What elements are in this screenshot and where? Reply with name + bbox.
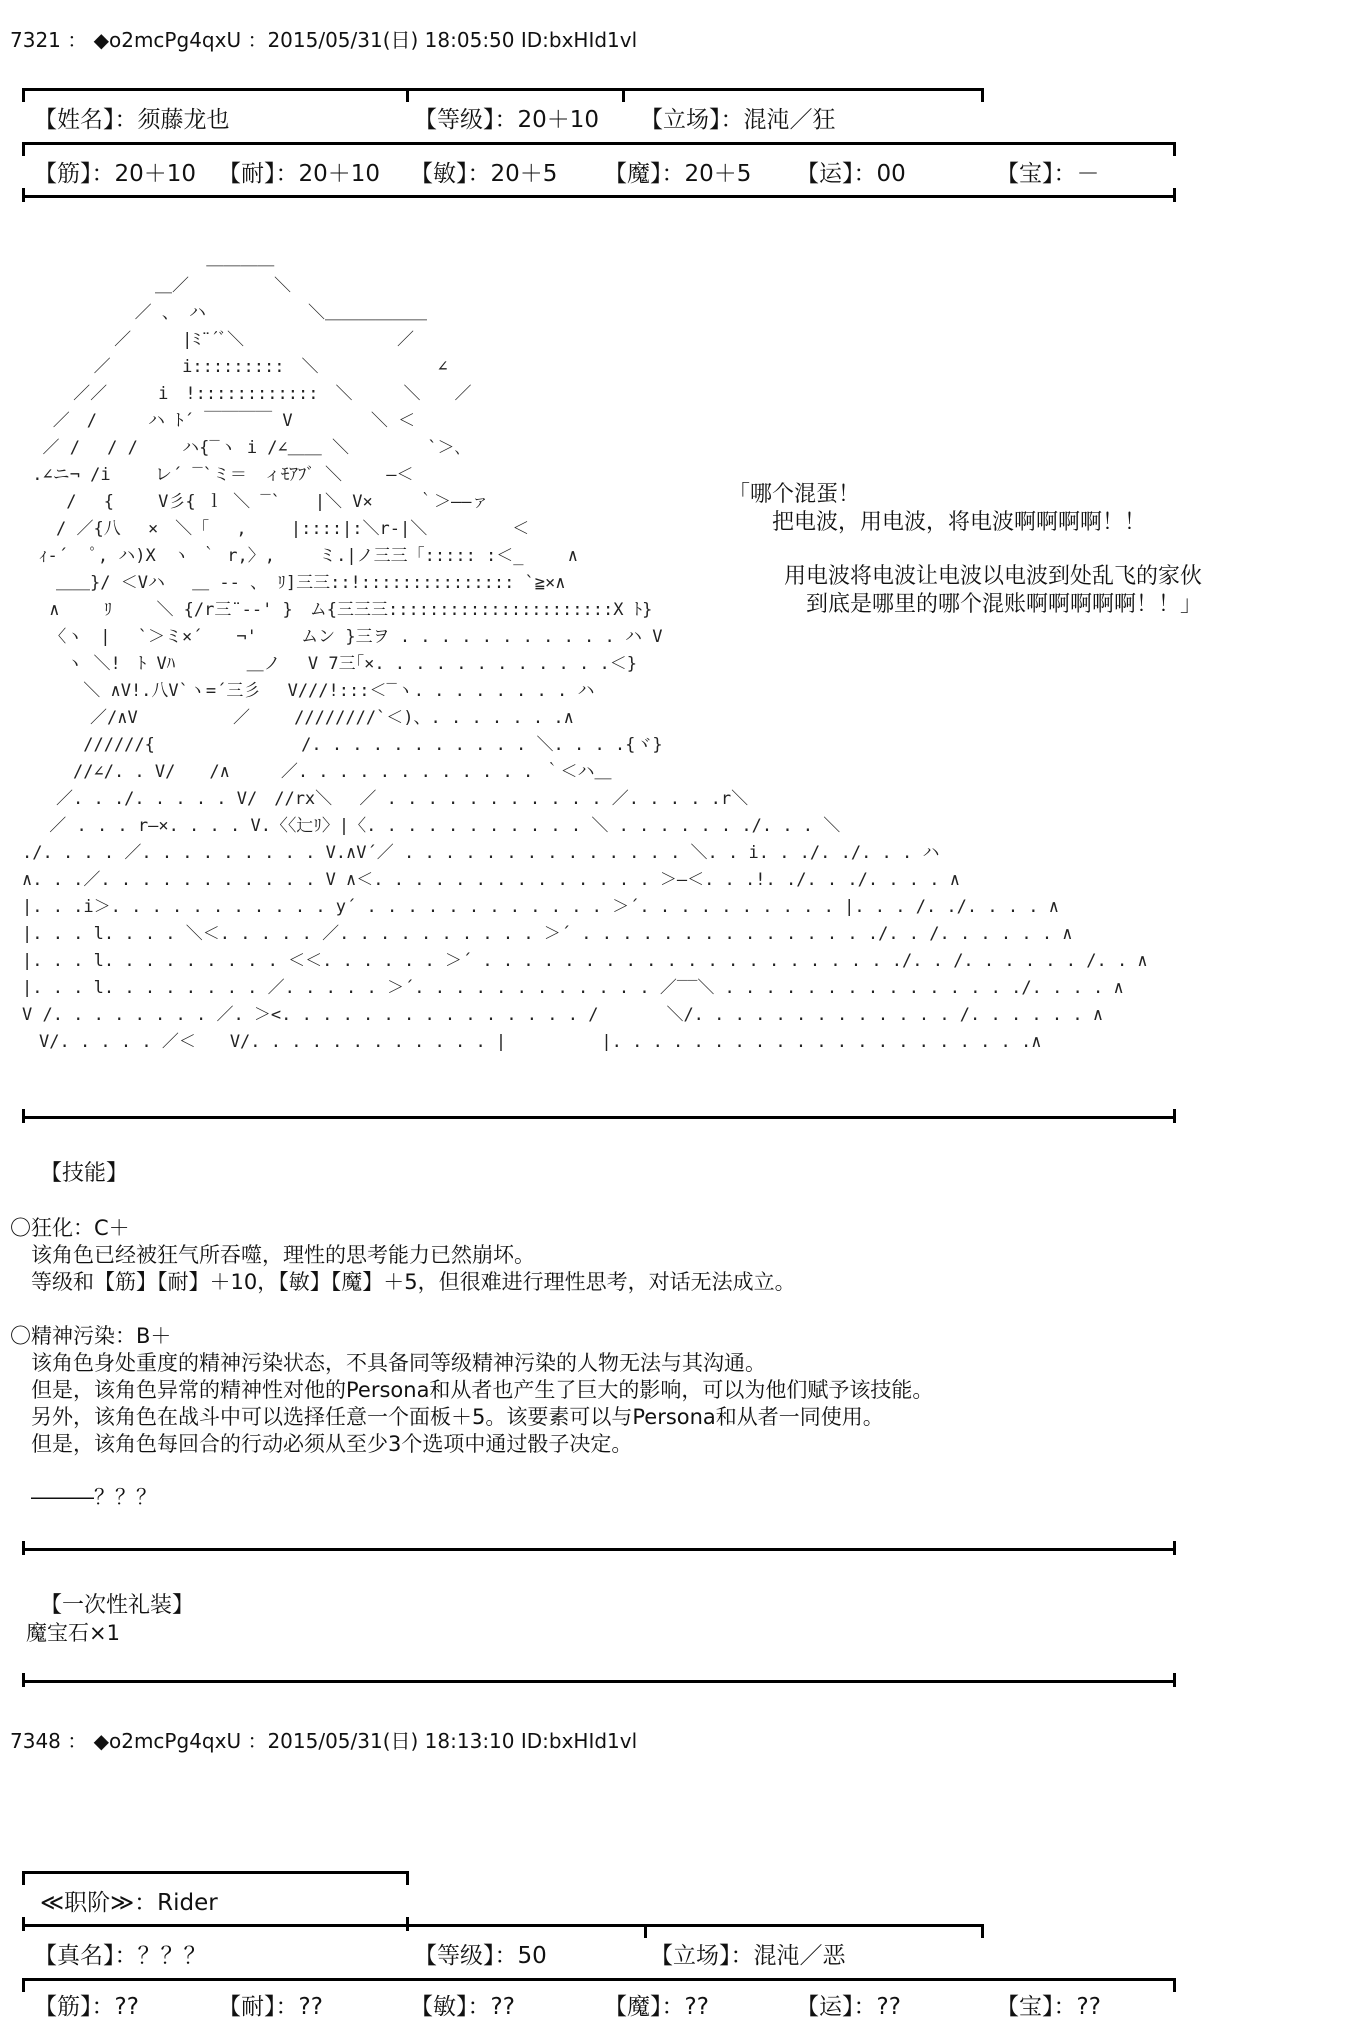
divider xyxy=(22,195,1176,198)
status-alignment: 【立场】：混沌／狂 xyxy=(640,107,836,133)
skill-line: 〇狂化：C＋ xyxy=(10,1216,130,1240)
skill-line: 等级和【筋】【耐】＋10，【敏】【魔】＋5，但很难进行理性思考，对话无法成立。 xyxy=(10,1270,796,1294)
speech-line: 用电波将电波让电波以电波到处乱飞的家伙 xyxy=(762,564,1203,589)
divider xyxy=(622,88,625,102)
status-endurance: 【耐】：?? xyxy=(218,1994,323,2020)
divider xyxy=(1173,1978,1176,1992)
divider xyxy=(22,1541,25,1555)
divider xyxy=(22,88,25,102)
divider xyxy=(644,1924,647,1938)
skill-line: 〇精神污染：B＋ xyxy=(10,1324,172,1348)
divider xyxy=(22,1871,409,1874)
mystic-code-title: 【一次性礼装】 xyxy=(40,1593,195,1618)
divider xyxy=(22,1978,1176,1981)
status-class: ≪职阶≫：Rider xyxy=(40,1890,218,1916)
divider xyxy=(406,88,409,102)
status-luck: 【运】：00 xyxy=(796,161,906,187)
divider xyxy=(22,1917,25,1931)
status-agility: 【敏】：20＋5 xyxy=(410,161,558,187)
divider xyxy=(22,1978,25,1992)
post-header: 7348 ： ◆o2mcPg4qxU ：2015/05/31(日) 18:13:10 ID:bxHId1vl xyxy=(10,1729,638,1753)
divider xyxy=(22,1548,1176,1551)
divider xyxy=(22,88,984,91)
divider xyxy=(406,1917,409,1931)
divider xyxy=(22,1924,984,1927)
status-noble-phantasm: 【宝】：－ xyxy=(996,161,1100,187)
divider xyxy=(981,88,984,102)
skill-line: 该角色身处重度的精神污染状态，不具备同等级精神污染的人物无法与其沟通。 xyxy=(10,1351,766,1375)
skill-line: 但是，该角色异常的精神性对他的Persona和从者也产生了巨大的影响，可以为他们赋予该技能。 xyxy=(10,1378,934,1402)
speech-line: 「哪个混蛋！ xyxy=(728,482,861,507)
skill-line: 但是，该角色每回合的行动必须从至少3个选项中通过骰子决定。 xyxy=(10,1432,633,1456)
divider xyxy=(22,1109,25,1123)
divider xyxy=(22,188,25,202)
status-luck: 【运】：?? xyxy=(796,1994,901,2020)
status-agility: 【敏】：?? xyxy=(410,1994,515,2020)
divider xyxy=(22,142,1176,145)
divider xyxy=(406,1871,409,1885)
status-true-name: 【真名】：？？？ xyxy=(34,1943,207,1969)
status-mana: 【魔】：20＋5 xyxy=(604,161,752,187)
status-mana: 【魔】：?? xyxy=(604,1994,709,2020)
divider xyxy=(1173,1673,1176,1687)
status-level: 【等级】：20＋10 xyxy=(414,107,600,133)
status-strength: 【筋】：20＋10 xyxy=(34,161,197,187)
status-level: 【等级】：50 xyxy=(414,1943,547,1969)
status-name: 【姓名】：须藤龙也 xyxy=(34,107,230,133)
mystic-code-item: 魔宝石×1 xyxy=(26,1621,120,1645)
divider xyxy=(22,142,25,156)
status-alignment: 【立场】：混沌／恶 xyxy=(650,1943,846,1969)
status-noble-phantasm: 【宝】：?? xyxy=(996,1994,1101,2020)
divider xyxy=(1173,142,1176,156)
skill-line: 该角色已经被狂气所吞噬，理性的思考能力已然崩坏。 xyxy=(10,1243,535,1267)
divider xyxy=(1173,188,1176,202)
divider xyxy=(1173,1541,1176,1555)
post-header: 7321 ： ◆o2mcPg4qxU ：2015/05/31(日) 18:05:50 ID:bxHId1vl xyxy=(10,28,638,52)
divider xyxy=(981,1924,984,1938)
skill-line: 另外，该角色在战斗中可以选择任意一个面板＋5。该要素可以与Persona和从者一同使用。 xyxy=(10,1405,884,1429)
status-endurance: 【耐】：20＋10 xyxy=(218,161,381,187)
status-strength: 【筋】：?? xyxy=(34,1994,139,2020)
skills-title: 【技能】 xyxy=(40,1161,129,1186)
divider xyxy=(22,1680,1176,1683)
skill-line: ―――？？？ xyxy=(10,1485,157,1509)
divider xyxy=(22,1673,25,1687)
speech-line: 把电波，用电波，将电波啊啊啊啊！！ xyxy=(728,510,1147,535)
speech-line: 到底是哪里的哪个混账啊啊啊啊啊！！」 xyxy=(762,592,1203,617)
divider xyxy=(22,1871,25,1885)
ascii-art-character: ＿＿＿＿ ＿／ ＼ ／ 、 ハ ＼＿＿＿＿＿＿ ／ |ﾐ¨´ﾞ＼ ／ ／ i::::::::: ＼ ∠ ／／ i !:::::::::::: ＼ ＼ ／ ／ / ハ ﾄ´ ￣￣￣￣ V ＼ ＜ ／ / / / ハ{‾ヽ i /∠＿＿ ＼ `＞､ .∠ニ¬ /i レ´ ‾`ミ＝ ィﾓｱﾌﾞ ＼ ―＜ / { V彡{ ｌ ＼ ‾` |＼ V× ｀＞――ァ / ／{八 × ＼「 , |::::|:＼r‐|＼ ＜ ｨ-´ ﾟ, ハ)X ヽ ｀ r,〉, ミ.|ノ三三「::::: :＜_ ∧ ＿＿}/ ＜Vハ ＿ -‐ 、 ﾘ]三三::!::::::::::::::: `≧×∧ ∧ ﾘ ＼ {/r三¨--' } ム{三三三::::::::::::::::::::::X ﾄ} 〈ヽ | `＞ミ×´ ¬' ムン }三ヲ . . . . . . . . . . . ハ V ヽ ＼! ﾄ Vﾊ ＿ノ V 7三｢×. . . . . . . . . . . .＜} ＼ ∧V!.八V`ヽ=´三彡 V///!:::＜‾ヽ. . . . . . . . ハ ／/∧V ／ ////////`＜)、. . . . . . .∧ //////{ /. . . . . . . . . . . ＼. . . .{ヾ} //∠/. . V/ /∧ ／. . . . . . . . . . . . ｀＜ハ＿ ／. . ./. . . . . V/ //rx＼ ／ . . . . . . . . . . . ／. . . . .r＼ ／ . . . r―×. . . . V.〈〈辷ﾘ〉|〈. . . . . . . . . . . ＼ . . . . . . ./. . . ＼ ./. . . . ／. . . . . . . . . V.∧V´／ . . . . . . . . . . . . . . ＼. . i. . ./. ./. . . ハ ∧. . .／. . . . . . . . . . . V ∧＜. . . . . . . . . . . . . . ＞―＜. . .!. ./. . ./. . . . ∧ |. . .i＞. . . . . . . . . . . y´ . . . . . . . . . . . . ＞´. . . . . . . . . . |. . . /. ./. . . . ∧ |. . . l. . . . ＼＜. . . . . ／. . . . . . . . . . ＞´ . . . . . . . . . . . . . . ./. . /. . . . . . ∧ |. . . l. . . . . . . . . ＜＜. . . . . . ＞´ . . . . . . . . . . . . . . . . . . . . ./. . /. . . . . . /. . ∧ |. . . l. . . . . . . . ／. . . . . ＞´. . . . . . . . . . . . ／‾‾＼ . . . . . . . . . . . . . . ./. . . . ∧ V /. . . . . . . . ／. ＞<. . . . . . . . . . . . . . . / ＼/. . . . . . . . . . . . . /. . . . . . ∧ V/. . . . . ／＜ V/. . . . . . . . . . . . | |. . . . . . . . . . . . . . . . . . . . .∧ xyxy=(22,249,1148,1052)
divider xyxy=(22,1116,1176,1119)
divider xyxy=(1173,1109,1176,1123)
